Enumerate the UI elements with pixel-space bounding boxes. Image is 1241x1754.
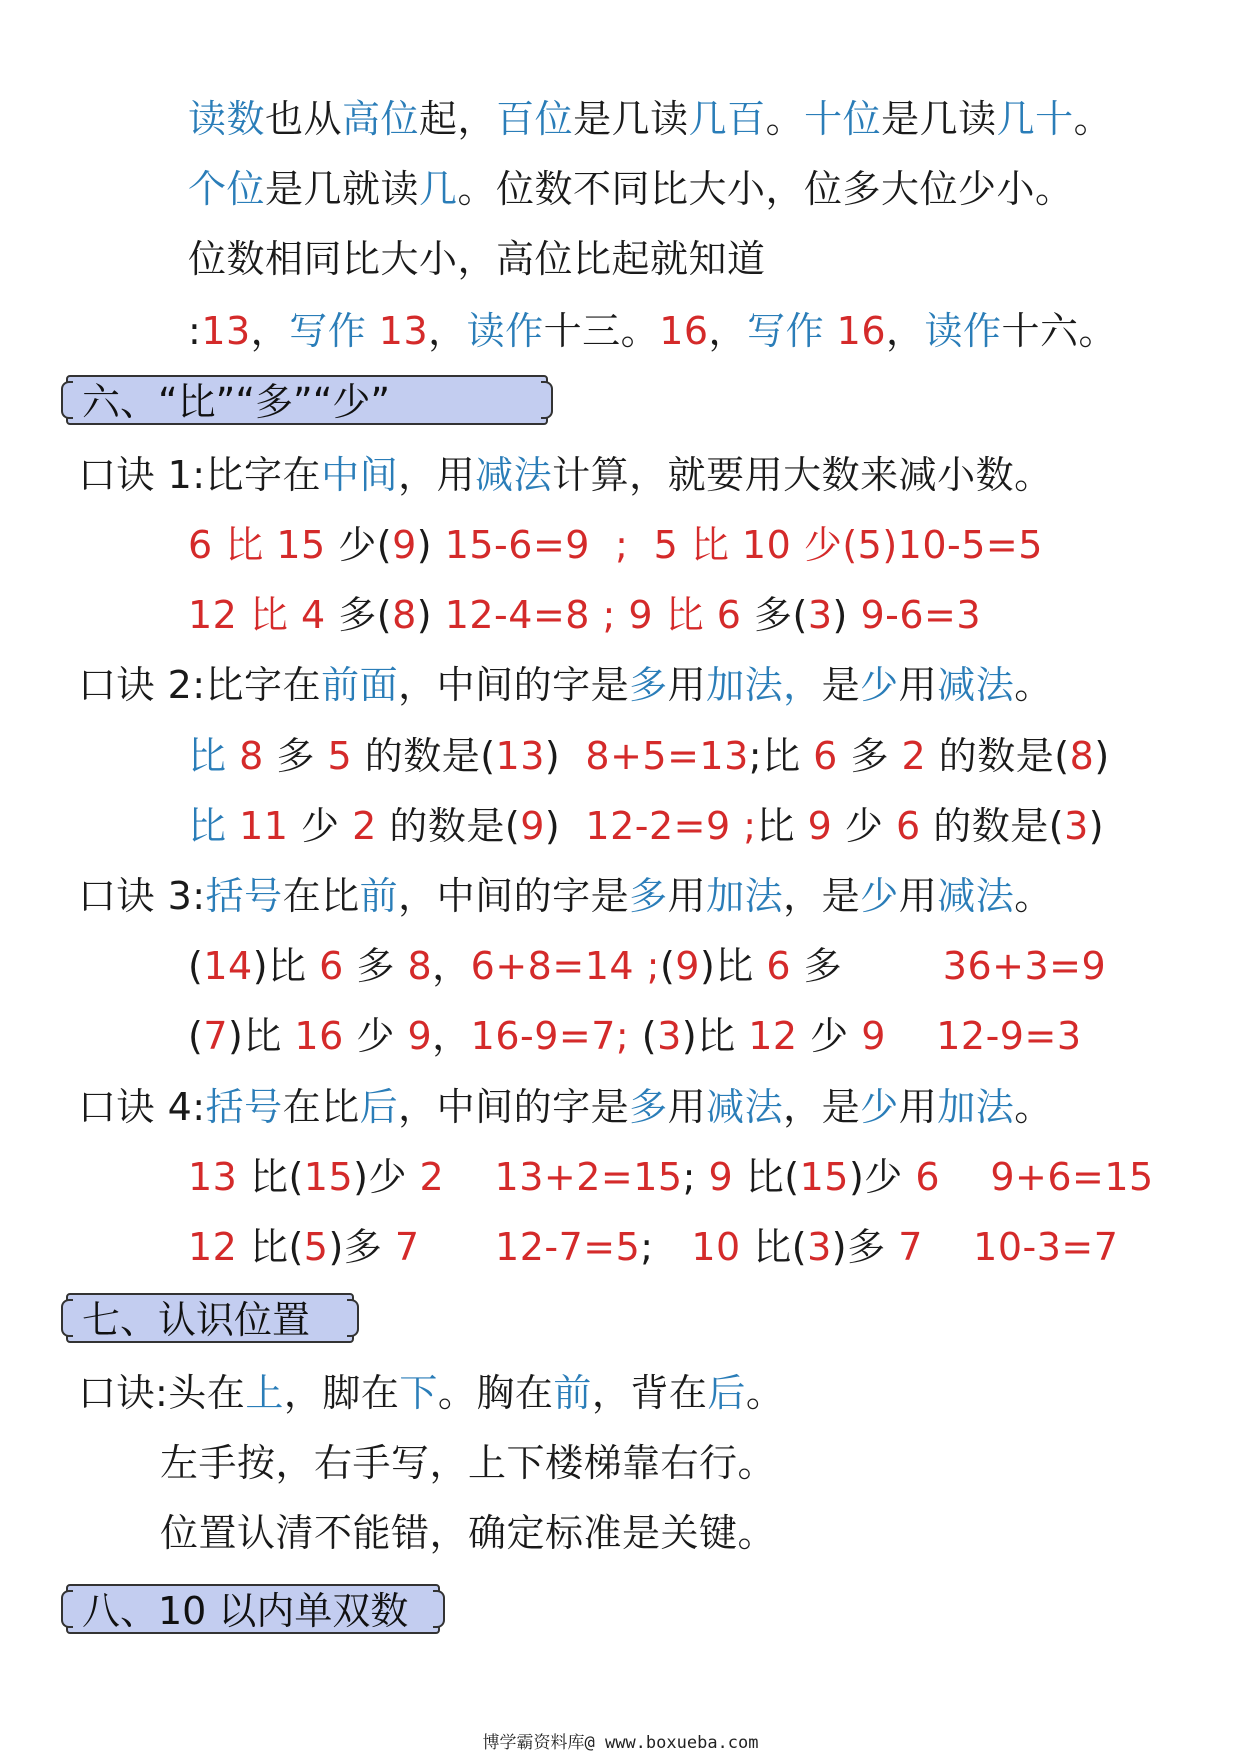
text-segment: 6	[813, 734, 851, 778]
text-segment: 2 13+2=15	[419, 1155, 683, 1199]
text-segment: 比(	[745, 1155, 800, 1199]
text-segment: 6 9+6=15	[915, 1155, 1154, 1199]
text-segment: 12-2=9 ;	[585, 804, 757, 848]
text-segment: 比(	[753, 1225, 808, 1269]
text-segment: 是几读	[573, 97, 689, 141]
text-segment: 6 比 15	[188, 523, 339, 567]
text-segment: (	[659, 944, 676, 988]
rule-2-example-b	[188, 803, 1104, 849]
text-segment: 16	[836, 309, 887, 353]
text-segment: 多	[629, 1085, 668, 1129]
text-segment: ，中间的字是	[398, 663, 630, 707]
text-segment: 用	[898, 874, 938, 918]
text-segment: 9	[708, 1155, 746, 1199]
text-segment: 9	[407, 1014, 433, 1058]
text-segment: 。	[765, 97, 805, 141]
text-segment: 加法	[937, 1085, 1015, 1129]
text-segment: 位数相同比大小，高位比起就知道	[188, 237, 766, 281]
text-segment: 少(	[338, 523, 393, 567]
text-segment: 16	[294, 1014, 357, 1058]
text-segment: 少	[356, 1014, 408, 1058]
text-segment: 13	[495, 734, 545, 778]
text-segment: 用	[667, 663, 707, 707]
text-segment: ，是	[783, 874, 861, 918]
text-segment: 多	[276, 734, 328, 778]
text-segment: 多(	[338, 593, 393, 637]
text-segment: 用	[667, 874, 707, 918]
text-segment: 下	[399, 1371, 438, 1415]
text-segment: 3	[807, 593, 833, 637]
text-segment: )少	[848, 1155, 916, 1199]
text-segment: )多	[831, 1225, 899, 1269]
text-segment: 起，	[419, 97, 497, 141]
text-segment: 读数	[188, 97, 266, 141]
text-segment: )	[544, 734, 586, 778]
text-segment: 的数是(	[364, 734, 496, 778]
text-segment: 在比	[282, 1085, 360, 1129]
text-segment: 几百	[688, 97, 766, 141]
footer-watermark: 博学霸资料库@ www.boxueba.com	[482, 1733, 759, 1753]
text-segment: 6	[319, 944, 357, 988]
position-rhyme-3	[160, 1510, 776, 1556]
text-segment: 多	[850, 734, 902, 778]
text-segment: )比	[228, 1014, 295, 1058]
text-segment: 16-9=7;	[470, 1014, 642, 1058]
text-segment: 15-6=9 ; 5 比 10 少(5)10-5=5	[444, 523, 1043, 567]
text-segment: 少	[301, 804, 353, 848]
text-segment: 的数是(	[938, 734, 1070, 778]
text-segment: 括号	[205, 1085, 283, 1129]
text-segment: 15	[799, 1155, 849, 1199]
text-segment: 括号	[205, 874, 283, 918]
text-segment: 13	[201, 309, 251, 353]
text-segment: 百位	[496, 97, 574, 141]
text-segment: )	[1094, 734, 1110, 778]
text-segment: 写作	[289, 309, 379, 353]
text-segment: 写作	[747, 309, 837, 353]
text-segment: 十三。	[543, 309, 660, 353]
text-segment: 中间	[321, 453, 399, 497]
text-segment: 12-4=8 ; 9 比 6	[444, 593, 755, 637]
text-segment: ，	[432, 944, 471, 988]
text-segment: ，用	[398, 453, 476, 497]
text-segment: (	[188, 944, 204, 988]
text-segment: 是几读	[881, 97, 997, 141]
text-segment: 后	[707, 1371, 746, 1415]
text-segment: 口诀 1:比字在	[78, 453, 322, 497]
text-segment: 15	[303, 1155, 354, 1199]
text-segment: 36+3=9	[942, 944, 1107, 988]
text-segment: ，	[250, 309, 290, 353]
text-segment: ，脚在	[283, 1371, 400, 1415]
text-segment: )比	[699, 944, 767, 988]
text-segment: 的数是(	[389, 804, 521, 848]
text-segment: 少	[844, 804, 896, 848]
text-segment: 14	[203, 944, 253, 988]
text-segment: 加法	[706, 874, 784, 918]
text-segment: ，中间的字是	[398, 874, 630, 918]
text-segment: 上	[245, 1371, 284, 1415]
text-segment: ;	[640, 1225, 692, 1269]
rule-1-example-b	[188, 592, 981, 638]
text-segment: 7 12-7=5	[394, 1225, 641, 1269]
text-segment: 9-6=3	[860, 593, 982, 637]
text-segment: 多	[629, 663, 668, 707]
text-segment: 减法	[475, 453, 553, 497]
text-segment: 7	[203, 1014, 229, 1058]
text-segment: ，	[708, 309, 748, 353]
text-segment: 在比	[282, 874, 360, 918]
text-segment: 少	[810, 1014, 862, 1058]
text-segment: )多	[328, 1225, 395, 1269]
text-segment: 减法	[937, 874, 1015, 918]
text-segment: )	[832, 593, 861, 637]
text-segment: 用	[667, 1085, 707, 1129]
text-segment: 前面	[321, 663, 399, 707]
text-segment: 口诀 3:	[78, 874, 206, 918]
text-segment: 8	[407, 944, 433, 988]
text-segment: )	[416, 523, 445, 567]
text-segment: 计算，就要用大数来减小数。	[552, 453, 1053, 497]
text-segment: 3	[657, 1014, 682, 1058]
text-segment: 。	[1014, 874, 1053, 918]
text-segment: 5	[303, 1225, 329, 1269]
rule-1	[78, 452, 1053, 498]
text-segment: 多(	[754, 593, 808, 637]
text-segment: ，	[886, 309, 925, 353]
text-segment: 读作	[924, 309, 1002, 353]
rule-3-example-b	[188, 1013, 1082, 1059]
rule-3	[78, 873, 1053, 919]
rule-1-example-a	[188, 522, 1043, 568]
text-segment: 也从	[265, 97, 343, 141]
text-segment: 16	[659, 309, 709, 353]
text-segment: 左手按，右手写，上下楼梯靠右行。	[160, 1441, 777, 1485]
text-segment: 8	[239, 734, 277, 778]
text-segment: 8	[1069, 734, 1095, 778]
text-segment: )	[416, 593, 445, 637]
text-segment: 十位	[804, 97, 882, 141]
text-segment: 读作	[466, 309, 544, 353]
text-segment: 少	[860, 874, 899, 918]
text-segment: 6	[895, 804, 934, 848]
text-segment: 多	[356, 944, 408, 988]
text-segment: ，背在	[591, 1371, 708, 1415]
rule-4	[78, 1084, 1053, 1130]
text-segment: 的数是(	[933, 804, 1065, 848]
rhyme-line-3	[188, 236, 766, 282]
rule-4-example-a	[188, 1154, 1154, 1200]
text-segment: 个位	[188, 167, 266, 211]
text-segment: 少	[860, 663, 899, 707]
rhyme-line-2	[188, 166, 1074, 212]
text-segment: 。	[745, 1371, 785, 1415]
text-segment: 比(	[249, 1155, 304, 1199]
text-segment: 9	[675, 944, 700, 988]
text-segment: 位置认清不能错，确定标准是关键。	[160, 1511, 777, 1555]
text-segment: 用	[898, 663, 938, 707]
text-segment: 。	[1014, 663, 1053, 707]
text-segment: 几十	[996, 97, 1074, 141]
text-segment: 高位	[342, 97, 420, 141]
text-segment: ，中间的字是	[398, 1085, 630, 1129]
section-seven-heading: 七、认识位置	[66, 1293, 354, 1343]
text-segment: 8+5=13	[585, 734, 749, 778]
text-segment: 。	[1014, 1085, 1053, 1129]
text-segment: 多	[803, 944, 943, 988]
text-segment: 3	[1064, 804, 1089, 848]
text-segment: 9	[392, 523, 417, 567]
text-segment: 后	[359, 1085, 399, 1129]
text-segment: 9	[520, 804, 545, 848]
text-segment: 多	[629, 874, 668, 918]
text-segment: )	[544, 804, 586, 848]
text-segment: 比	[188, 734, 240, 778]
text-segment: 2	[352, 804, 390, 848]
section-six-heading: 六、“比”“多”“少”	[66, 375, 548, 425]
text-segment: 7 10-3=7	[898, 1225, 1119, 1269]
text-segment: 9	[807, 804, 845, 848]
text-segment: 13	[378, 309, 429, 353]
text-segment: 比(	[249, 1225, 304, 1269]
text-segment: 口诀 2:比字在	[78, 663, 322, 707]
text-segment: (	[641, 1014, 658, 1058]
text-segment: 12	[748, 1014, 811, 1058]
example-line-13-16	[188, 308, 1117, 354]
position-rhyme-1	[78, 1370, 784, 1416]
text-segment: 口诀 4:	[78, 1085, 206, 1129]
text-segment: )少	[353, 1155, 420, 1199]
text-segment: 12	[188, 1225, 250, 1269]
text-segment: 。	[1073, 97, 1113, 141]
text-segment: 11	[239, 804, 302, 848]
text-segment: 减法	[706, 1085, 784, 1129]
text-segment: 13	[188, 1155, 250, 1199]
text-segment: )比	[681, 1014, 749, 1058]
rule-2	[78, 662, 1053, 708]
text-segment: 6	[766, 944, 804, 988]
text-segment: ;	[682, 1155, 709, 1199]
text-segment: (	[188, 1014, 204, 1058]
text-segment: 是几就读	[265, 167, 420, 211]
text-segment: 比	[756, 804, 808, 848]
text-segment: 是	[821, 663, 861, 707]
text-segment: 十六。	[1001, 309, 1118, 353]
rule-3-example-a	[188, 943, 1106, 989]
text-segment: ，	[432, 1014, 471, 1058]
text-segment: ，	[428, 309, 467, 353]
text-segment: 少	[860, 1085, 899, 1129]
position-rhyme-2	[160, 1440, 776, 1486]
text-segment: ，是	[783, 1085, 861, 1129]
text-segment: ;比	[748, 734, 814, 778]
text-segment: 。位数不同比大小，位多大位少小。	[457, 167, 1074, 211]
text-segment: 前	[553, 1371, 592, 1415]
text-segment: )比	[252, 944, 320, 988]
text-segment: )	[1088, 804, 1105, 848]
text-segment: 3	[807, 1225, 832, 1269]
text-segment: 前	[359, 874, 399, 918]
text-segment: 6+8=14 ;	[470, 944, 660, 988]
text-segment: 加法，	[706, 663, 822, 707]
text-segment: 8	[392, 593, 417, 637]
section-eight-heading: 八、10 以内单双数	[66, 1584, 440, 1634]
rule-2-example-a	[188, 733, 1110, 779]
text-segment: 10	[691, 1225, 754, 1269]
text-segment: 。胸在	[437, 1371, 554, 1415]
text-segment: 5	[327, 734, 365, 778]
text-segment: 几	[419, 167, 458, 211]
text-segment: 用	[898, 1085, 938, 1129]
text-segment: 2	[901, 734, 939, 778]
text-segment: 口诀:头在	[78, 1371, 246, 1415]
text-segment: 9 12-9=3	[861, 1014, 1082, 1058]
text-segment: 减法	[937, 663, 1015, 707]
text-segment: :	[188, 309, 202, 353]
rhyme-line-1	[188, 96, 1112, 142]
text-segment: 比	[188, 804, 240, 848]
rule-4-example-b	[188, 1224, 1118, 1270]
text-segment: 12 比 4	[188, 593, 339, 637]
